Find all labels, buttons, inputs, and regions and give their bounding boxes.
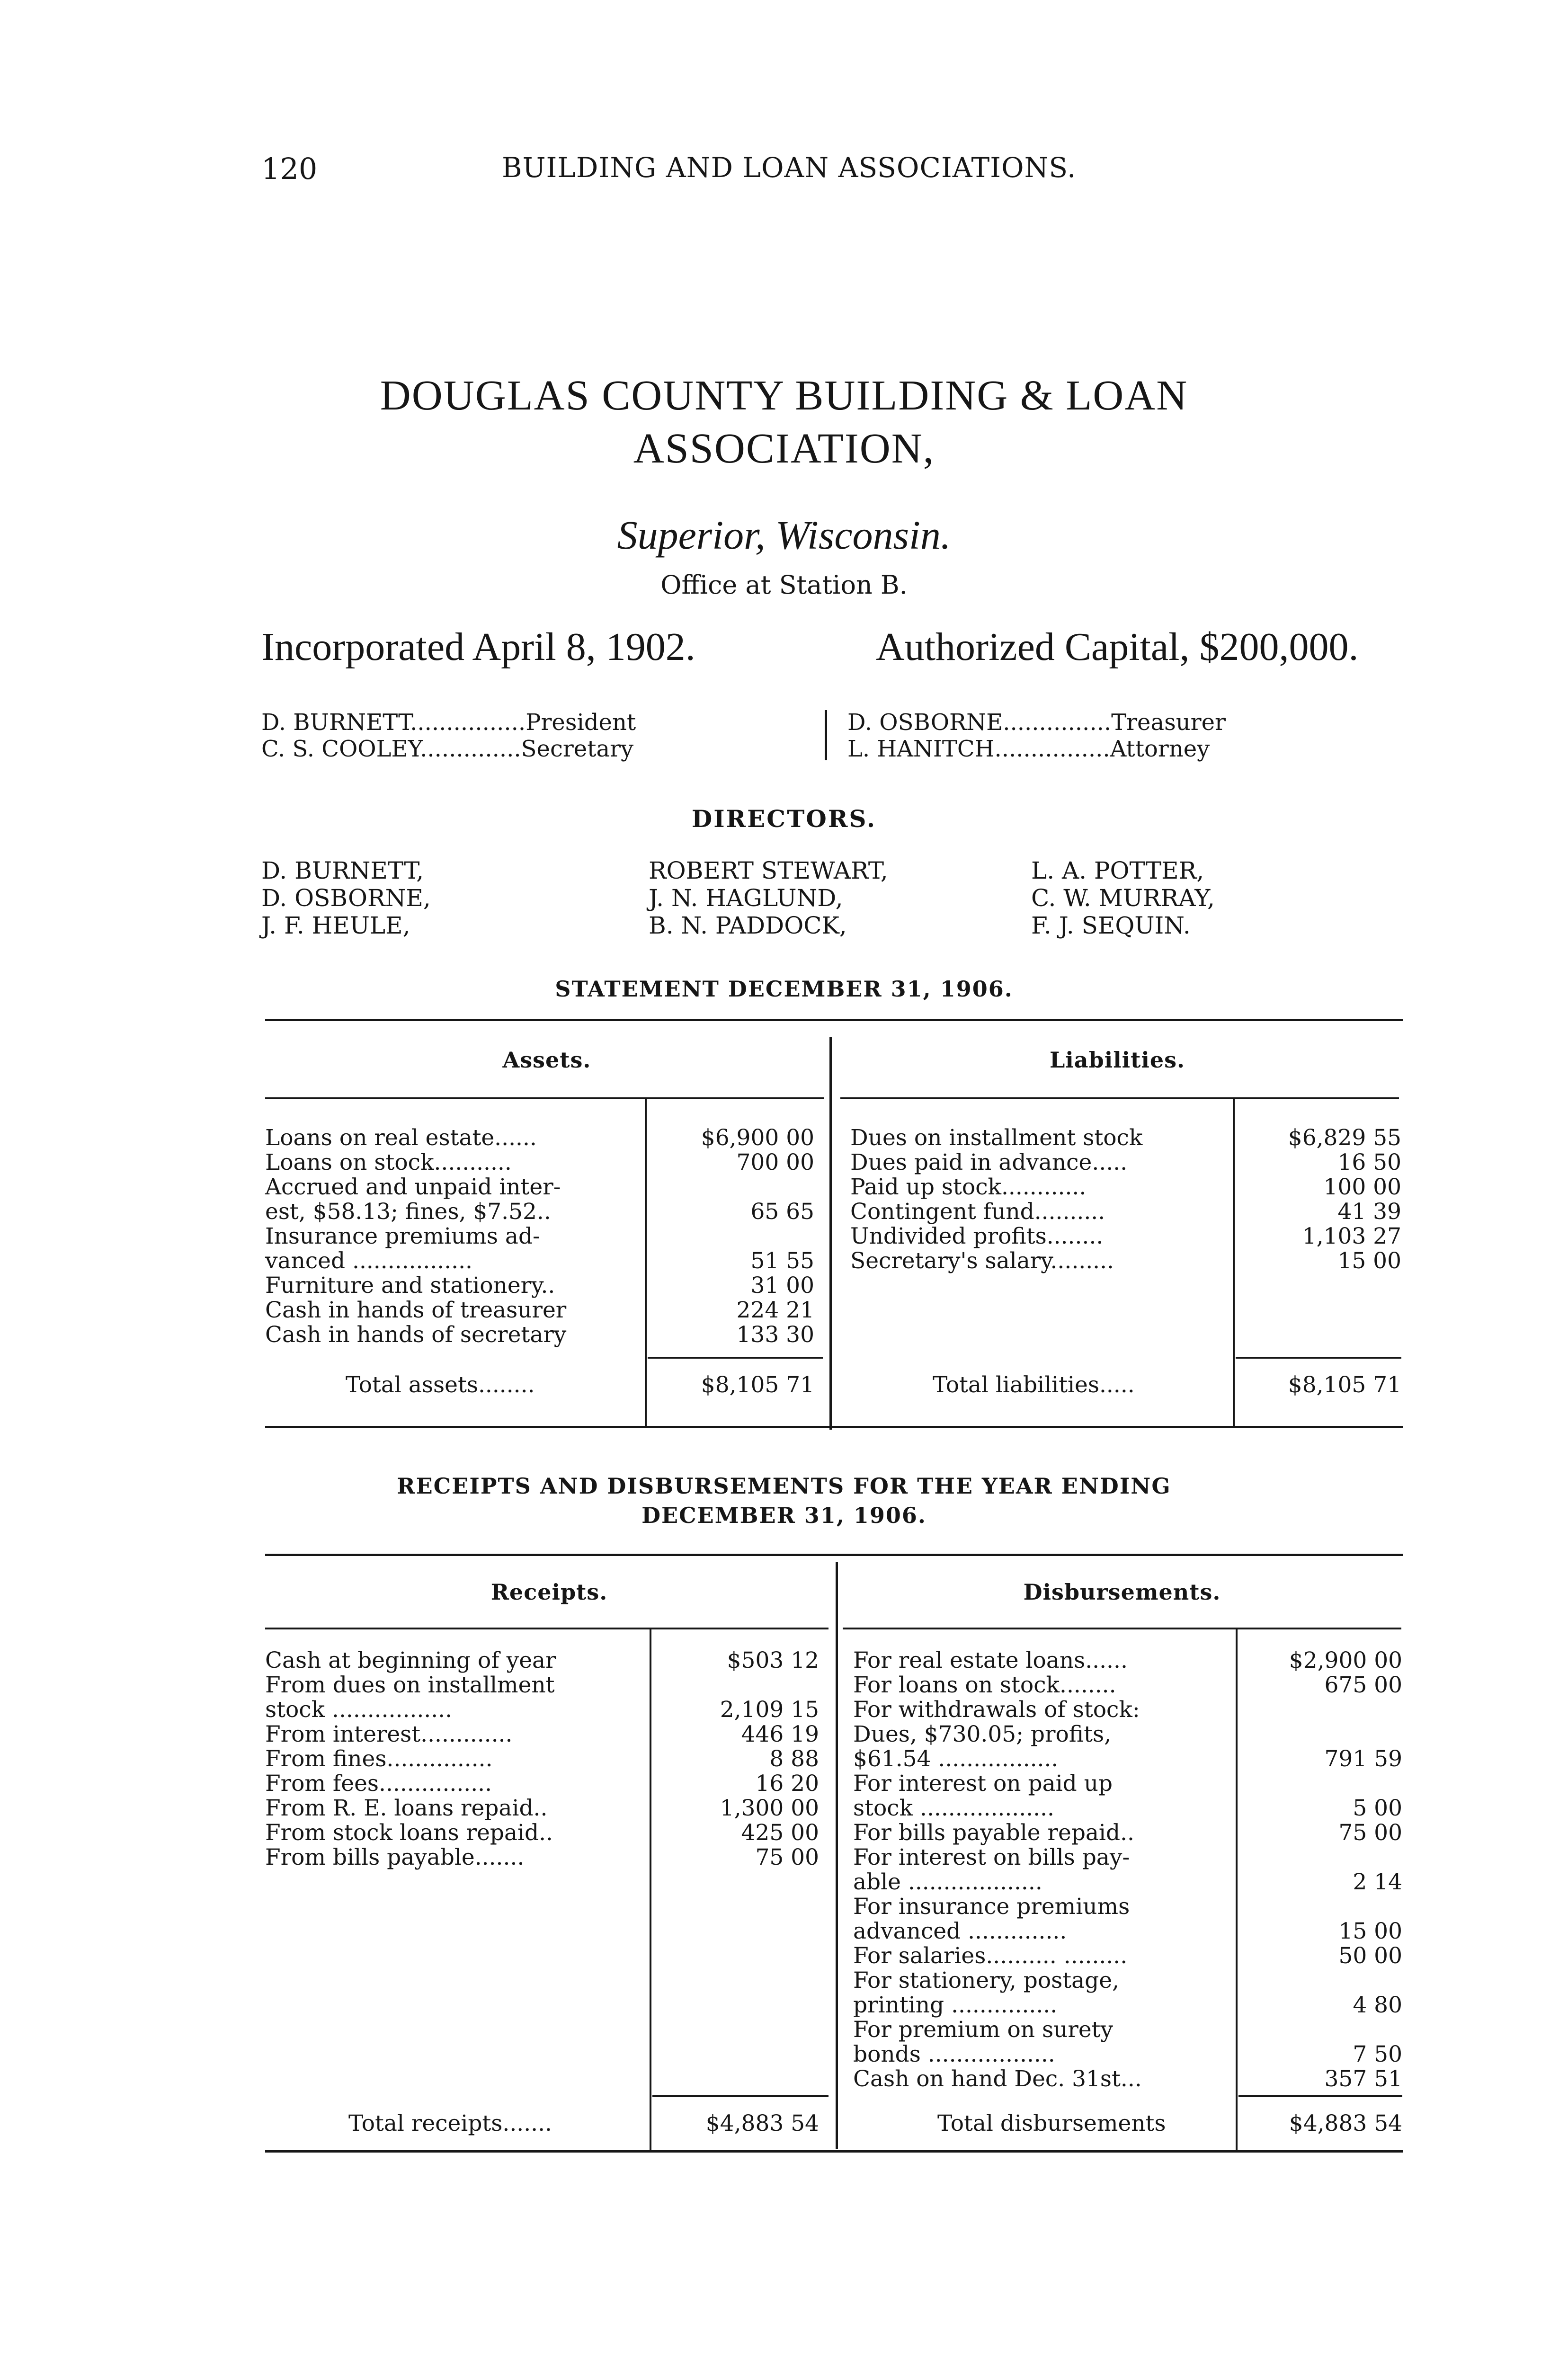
asset-label: vanced .................	[265, 1248, 472, 1274]
disbursement-label: For bills payable repaid..	[853, 1820, 1134, 1846]
disbursement-label: Dues, $730.05; profits,	[853, 1721, 1112, 1747]
directors-column-3	[1031, 857, 1215, 939]
receipts-heading-line1: RECEIPTS AND DISBURSEMENTS FOR THE YEAR ENDING	[397, 1473, 1171, 1499]
assets-total-label: Total assets........	[346, 1372, 535, 1398]
disbursement-label: Cash on hand Dec. 31st...	[853, 2066, 1142, 2092]
officers-divider	[825, 710, 827, 760]
officer-treasurer: D. OSBORNE...............Treasurer	[847, 709, 1226, 736]
receipt-amount: 75 00	[755, 1844, 819, 1870]
page-number: 120	[261, 151, 318, 186]
disbursement-label: stock ...................	[853, 1795, 1054, 1821]
liability-amount: 16 50	[1337, 1149, 1401, 1175]
liability-label: Contingent fund..........	[850, 1199, 1105, 1225]
statement-heading: STATEMENT DECEMBER 31, 1906.	[555, 976, 1013, 1002]
director-name: J. N. HAGLUND,	[649, 884, 843, 912]
assets-amount-rule	[645, 1099, 647, 1426]
receipt-label: From fines...............	[265, 1746, 493, 1772]
disbursement-label: bonds ..................	[853, 2041, 1055, 2067]
disbursement-amount: $2,900 00	[1289, 1647, 1402, 1673]
asset-amount: 700 00	[736, 1149, 814, 1175]
asset-amount: $6,900 00	[701, 1125, 814, 1151]
director-name: B. N. PADDOCK,	[649, 912, 847, 939]
receipt-amount: $503 12	[727, 1647, 819, 1673]
receipts-total-label: Total receipts.......	[348, 2110, 552, 2136]
liability-label: Dues on installment stock	[850, 1125, 1143, 1151]
receipts-heading-line2: DECEMBER 31, 1906.	[641, 1503, 927, 1528]
asset-label: Accrued and unpaid inter-	[265, 1174, 561, 1200]
receipts-center-divider	[836, 1562, 838, 2149]
asset-amount: 133 30	[736, 1322, 814, 1348]
disbursement-label: For interest on bills pay-	[853, 1844, 1130, 1870]
disbursements-heading-rule	[843, 1628, 1401, 1629]
receipts-top-rule	[265, 1554, 1403, 1556]
asset-label: Cash in hands of treasurer	[265, 1297, 567, 1323]
disbursements-amount-rule	[1236, 1629, 1238, 2150]
asset-amount: 31 00	[750, 1272, 814, 1299]
asset-amount: 65 65	[750, 1199, 814, 1225]
disbursements-total-amount: $4,883 54	[1289, 2110, 1402, 2136]
incorporated-date: Incorporated April 8, 1902.	[261, 625, 695, 669]
receipts-column-heading: Receipts.	[490, 1579, 608, 1605]
disbursement-label: For premium on surety	[853, 2017, 1114, 2043]
receipts-total-rule	[652, 2095, 829, 2097]
asset-label: Loans on stock...........	[265, 1149, 512, 1175]
receipt-amount: 16 20	[755, 1771, 819, 1797]
disbursement-label: For insurance premiums	[853, 1894, 1130, 1920]
receipt-label: From R. E. loans repaid..	[265, 1795, 548, 1821]
receipt-label: Cash at beginning of year	[265, 1647, 556, 1673]
disbursement-amount: 675 00	[1324, 1672, 1402, 1698]
disbursement-label: printing ...............	[853, 1992, 1058, 2018]
liability-amount: 1,103 27	[1302, 1223, 1401, 1249]
receipt-label: stock .................	[265, 1697, 453, 1723]
receipts-amount-rule	[650, 1629, 651, 2150]
receipt-label: From stock loans repaid..	[265, 1820, 553, 1846]
director-name: F. J. SEQUIN.	[1031, 912, 1191, 939]
office-location: Office at Station B.	[660, 570, 908, 600]
association-name-line1: DOUGLAS COUNTY BUILDING & LOAN	[380, 372, 1188, 419]
assets-heading-rule	[265, 1097, 824, 1099]
disbursement-label: able ...................	[853, 1869, 1042, 1895]
receipts-bottom-rule	[265, 2150, 1403, 2153]
asset-label: Furniture and stationery..	[265, 1272, 555, 1299]
receipts-total-amount: $4,883 54	[705, 2110, 819, 2136]
disbursement-label: For stationery, postage,	[853, 1967, 1119, 1993]
liability-amount: 100 00	[1323, 1174, 1401, 1200]
disbursement-amount: 2 14	[1353, 1869, 1402, 1895]
asset-amount: 224 21	[736, 1297, 814, 1323]
assets-total-rule	[648, 1357, 823, 1359]
disbursement-label: $61.54 .................	[853, 1746, 1059, 1772]
officer-secretary: C. S. COOLEY..............Secretary	[261, 736, 634, 762]
liability-amount: 15 00	[1337, 1248, 1401, 1274]
liabilities-heading-rule	[840, 1097, 1399, 1099]
disbursement-amount: 7 50	[1353, 2041, 1402, 2067]
disbursement-label: advanced ..............	[853, 1918, 1067, 1944]
liability-amount: $6,829 55	[1288, 1125, 1401, 1151]
authorized-capital: Authorized Capital, $200,000.	[876, 625, 1359, 669]
director-name: ROBERT STEWART,	[649, 857, 888, 884]
liability-label: Undivided profits........	[850, 1223, 1104, 1249]
assets-heading: Assets.	[502, 1047, 591, 1073]
asset-label: Loans on real estate......	[265, 1125, 537, 1151]
officer-attorney: L. HANITCH................Attorney	[847, 736, 1210, 762]
disbursement-amount: 5 00	[1353, 1795, 1402, 1821]
disbursement-amount: 50 00	[1338, 1943, 1402, 1969]
disbursement-label: For withdrawals of stock:	[853, 1697, 1140, 1723]
asset-label: Cash in hands of secretary	[265, 1322, 567, 1348]
liability-label: Paid up stock............	[850, 1174, 1087, 1200]
receipt-amount: 446 19	[741, 1721, 819, 1747]
statement-center-divider	[829, 1037, 832, 1430]
director-name: D. OSBORNE,	[261, 884, 431, 912]
liability-label: Dues paid in advance.....	[850, 1149, 1128, 1175]
receipt-label: From interest.............	[265, 1721, 513, 1747]
receipt-amount: 425 00	[741, 1820, 819, 1846]
disbursement-amount: 357 51	[1324, 2066, 1402, 2092]
asset-label: est, $58.13; fines, $7.52..	[265, 1199, 551, 1225]
disbursements-total-rule	[1238, 2095, 1402, 2097]
liabilities-total-label: Total liabilities.....	[933, 1372, 1135, 1398]
directors-column-1	[261, 857, 431, 939]
director-name: D. BURNETT,	[261, 857, 424, 884]
disbursement-label: For salaries.......... .........	[853, 1943, 1128, 1969]
statement-top-rule	[265, 1019, 1403, 1021]
receipt-label: From dues on installment	[265, 1672, 555, 1698]
director-name: C. W. MURRAY,	[1031, 884, 1215, 912]
receipt-amount: 1,300 00	[720, 1795, 819, 1821]
disbursement-amount: 15 00	[1338, 1918, 1402, 1944]
disbursement-label: For interest on paid up	[853, 1771, 1113, 1797]
disbursements-column-heading: Disbursements.	[1023, 1579, 1221, 1605]
liabilities-amount-rule	[1233, 1099, 1235, 1426]
directors-heading: DIRECTORS.	[691, 805, 877, 833]
liabilities-heading: Liabilities.	[1049, 1047, 1185, 1073]
disbursement-label: For loans on stock........	[853, 1672, 1116, 1698]
liability-label: Secretary's salary.........	[850, 1248, 1114, 1274]
disbursement-label: For real estate loans......	[853, 1647, 1128, 1673]
statement-bottom-rule	[265, 1426, 1403, 1428]
receipt-amount: 8 88	[769, 1746, 819, 1772]
director-name: L. A. POTTER,	[1031, 857, 1204, 884]
receipts-heading-rule	[265, 1628, 829, 1629]
association-name-line2: ASSOCIATION,	[633, 425, 935, 472]
receipt-label: From bills payable.......	[265, 1844, 525, 1870]
liabilities-total-rule	[1236, 1357, 1401, 1359]
disbursement-amount: 75 00	[1338, 1820, 1402, 1846]
receipt-amount: 2,109 15	[720, 1697, 819, 1723]
liability-amount: 41 39	[1337, 1199, 1401, 1225]
directors-column-2	[649, 857, 888, 939]
liabilities-total-amount: $8,105 71	[1288, 1372, 1401, 1398]
disbursements-total-label: Total disbursements	[937, 2110, 1166, 2136]
asset-amount: 51 55	[750, 1248, 814, 1274]
receipt-label: From fees................	[265, 1771, 492, 1797]
disbursement-amount: 4 80	[1353, 1992, 1402, 2018]
running-title: BUILDING AND LOAN ASSOCIATIONS.	[502, 151, 1077, 184]
association-location: Superior, Wisconsin.	[617, 512, 951, 558]
asset-label: Insurance premiums ad-	[265, 1223, 540, 1249]
disbursement-amount: 791 59	[1324, 1746, 1402, 1772]
assets-total-amount: $8,105 71	[701, 1372, 814, 1398]
director-name: J. F. HEULE,	[261, 912, 410, 939]
officer-president: D. BURNETT................President	[261, 709, 636, 736]
